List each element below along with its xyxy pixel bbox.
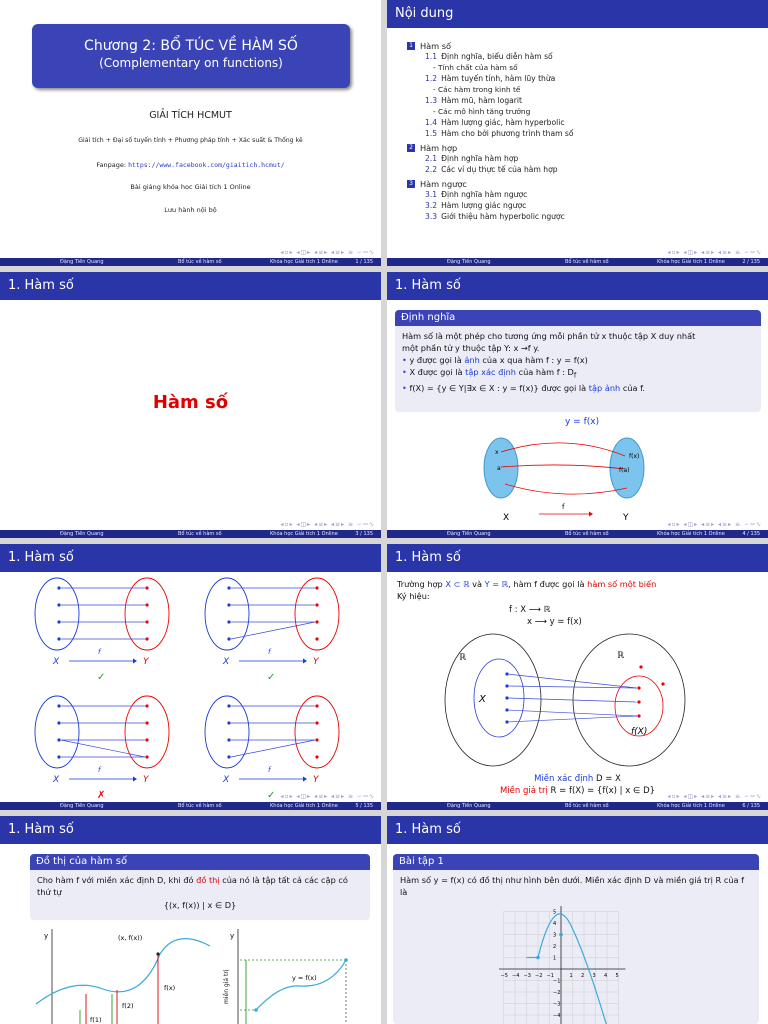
footer: Đặng Tiến Quang Bổ túc về hàm số Khóa học Giải tích 1 Online 1 / 135	[0, 258, 381, 266]
section-number: 2	[407, 144, 415, 152]
svg-text:f(x): f(x)	[164, 984, 176, 992]
slide-header: 1. Hàm số	[387, 816, 768, 844]
domain-point	[227, 721, 230, 724]
slide-1	[0, 0, 381, 266]
svg-text:miền giá trị: miền giá trị	[223, 969, 230, 1004]
svg-text:f(a): f(a)	[619, 467, 630, 474]
y-tick-label: 3	[553, 932, 557, 939]
svg-text:f(2): f(2)	[122, 1002, 134, 1010]
toc-subsection[interactable]: 1.1 Định nghĩa, biểu diễn hàm số	[425, 52, 553, 61]
codomain-point	[315, 603, 318, 606]
slide-header: Nội dung	[387, 0, 768, 28]
toc-section[interactable]	[407, 142, 574, 154]
slide-6	[387, 544, 768, 810]
def-line-1: Hàm số là một phép cho tương ứng mỗi phần tử x thuộc tập X duy nhất	[402, 331, 696, 341]
svg-text:X: X	[479, 694, 486, 705]
domain-point	[57, 603, 60, 606]
section-title: Hàm ngược	[420, 179, 467, 189]
domain-point	[227, 704, 230, 707]
fanpage	[0, 161, 381, 169]
svg-text:x: x	[495, 449, 499, 456]
def-line-2: một phần tử y thuộc tập Y: x →f y.	[402, 343, 540, 353]
x-tick-label: 3	[592, 973, 596, 979]
codomain-point	[315, 755, 318, 758]
x-tick-label: −4	[512, 973, 520, 979]
svg-text:(x, f(x)): (x, f(x))	[118, 934, 143, 942]
fanpage-label: Fanpage:	[96, 161, 127, 169]
y-tick-label: 1	[553, 955, 557, 962]
nav-icons[interactable]: ◂▫▸ ◂◫▸ ◂≡▸ ◂≡▸ ≡ ∽∾∿	[280, 521, 375, 528]
footer: Đặng Tiến Quang Bổ túc về hàm số Khóa học Giải tích 1 Online 5 / 135	[0, 802, 381, 810]
set-x-label: X	[223, 657, 230, 667]
toc-section[interactable]	[407, 40, 574, 52]
domain-point	[57, 620, 60, 623]
real-function-diagram	[387, 630, 768, 770]
svg-text:f(x): f(x)	[629, 453, 640, 460]
block-title: Đồ thị của hàm số	[30, 854, 370, 870]
section-title: Hàm số	[152, 392, 229, 413]
toc-subsection[interactable]: 2.2 Các ví dụ thực tế của hàm hợp	[425, 165, 558, 174]
check-icon: ✓	[267, 790, 276, 801]
section-title: Hàm hợp	[420, 143, 458, 153]
set-y-label: Y	[313, 775, 319, 785]
toc-subsection[interactable]: 1.2 Hàm tuyến tính, hàm lũy thừa	[425, 74, 556, 83]
codomain-point	[145, 603, 148, 606]
slide-header: 1. Hàm số	[0, 272, 381, 300]
x-tick-label: −5	[500, 973, 508, 979]
mapping-arrow	[231, 622, 315, 639]
x-tick-label: −2	[535, 973, 543, 979]
svg-text:ℝ: ℝ	[617, 651, 625, 661]
f-arrowhead	[303, 777, 307, 782]
toc-subsection[interactable]: 1.5 Hàm cho bởi phương trình tham số	[425, 129, 574, 138]
section-number: 1	[407, 42, 415, 50]
check-icon: ✓	[267, 672, 276, 683]
codomain-point	[145, 637, 148, 640]
mapping-diagram	[387, 412, 768, 524]
graph-point	[559, 933, 563, 937]
set-x-label: X	[223, 775, 230, 785]
codomain-point	[145, 586, 148, 589]
y-tick-label: −2	[553, 990, 561, 996]
svg-text:f(X): f(X)	[631, 727, 648, 737]
slide-header: 1. Hàm số	[0, 816, 381, 844]
slide-7	[0, 816, 381, 1024]
toc-subsection[interactable]: 3.1 Định nghĩa hàm ngược	[425, 190, 528, 199]
svg-text:f(1): f(1)	[90, 1016, 102, 1024]
f-arrowhead	[303, 659, 307, 664]
domain-point	[57, 704, 60, 707]
codomain-point	[145, 755, 148, 758]
footer: Đặng Tiến Quang Bổ túc về hàm số Khóa học Giải tích 1 Online 3 / 135	[0, 530, 381, 538]
y-tick-label: 5	[553, 909, 557, 916]
set-y-label: Y	[313, 657, 319, 667]
slide-4	[387, 272, 768, 538]
mapping-notation: f : X ⟶ ℝ x ⟶ y = f(x)	[509, 605, 582, 627]
svg-text:y: y	[44, 932, 49, 940]
set-y-label: Y	[143, 657, 149, 667]
svg-text:X: X	[503, 513, 510, 523]
svg-text:ℝ: ℝ	[459, 653, 467, 663]
f-arrowhead	[133, 659, 137, 664]
toc-subsection[interactable]: 1.3 Hàm mũ, hàm logarit	[425, 96, 523, 105]
slide-3	[0, 272, 381, 538]
codomain-point	[145, 704, 148, 707]
domain-point	[57, 738, 60, 741]
x-tick-label: 2	[581, 973, 585, 979]
internal: Lưu hành nội bộ	[164, 206, 217, 214]
codomain-point	[315, 620, 318, 623]
intro-text: Trường hợp X ⊂ ℝ và Y = ℝ, hàm f được gọi là hàm số một biến Ký hiệu:	[397, 579, 657, 601]
domain-line: Miền xác định D = X	[534, 774, 621, 784]
nav-icons[interactable]: ◂▫▸ ◂◫▸ ◂≡▸ ◂≡▸ ≡ ∽∾∿	[667, 521, 762, 528]
slide-title: Chương 2: BỔ TÚC VỀ HÀM SỐ	[84, 38, 298, 54]
domain-point	[227, 637, 230, 640]
graph-definition-block: Đồ thị của hàm số Cho hàm f với miền xác định D, khi đó đồ thị của nó là tập tất cả các cặp có thứ tự {(x, f(x)) | x ∈ D}	[30, 854, 370, 920]
mapping-arrow	[231, 740, 315, 757]
block-title: Định nghĩa	[395, 310, 761, 326]
codomain-point	[145, 738, 148, 741]
svg-text:y = f(x): y = f(x)	[292, 974, 317, 982]
codomain-point	[315, 637, 318, 640]
nav-icons[interactable]: ◂▫▸ ◂◫▸ ◂≡▸ ◂≡▸ ≡ ∽∾∿	[280, 249, 375, 256]
codomain-point	[315, 721, 318, 724]
slide-5	[0, 544, 381, 810]
domain-set	[205, 578, 249, 650]
lecture: Bài giảng khóa học Giải tích 1 Online	[130, 183, 251, 191]
y-tick-label: −4	[553, 1013, 561, 1019]
svg-text:y = f(x): y = f(x)	[565, 417, 600, 427]
nav-icons[interactable]: ◂▫▸ ◂◫▸ ◂≡▸ ◂≡▸ ≡ ∽∾∿	[280, 793, 375, 800]
codomain-point	[315, 704, 318, 707]
domain-point	[227, 586, 230, 589]
domain-point	[57, 637, 60, 640]
slide-2	[387, 0, 768, 266]
slide-subtitle: (Complementary on functions)	[99, 56, 283, 70]
f-label: f	[268, 648, 271, 656]
set-x-label: X	[53, 775, 60, 785]
table-of-contents	[407, 40, 574, 225]
mapping-examples	[0, 572, 381, 802]
toc-subsubsection[interactable]: - Các mô hình tăng trưởng	[433, 107, 531, 116]
title-box	[32, 24, 350, 88]
nav-icons[interactable]: ◂▫▸ ◂◫▸ ◂≡▸ ◂≡▸ ≡ ∽∾∿	[667, 793, 762, 800]
bullet-1: • y được gọi là ảnh của x qua hàm f : y = f(x)	[402, 355, 588, 365]
domain-set	[205, 696, 249, 768]
domain-point	[57, 586, 60, 589]
fanpage-link[interactable]: https://www.facebook.com/giaitich.hcmut/	[128, 161, 285, 169]
y-tick-label: −3	[553, 1001, 561, 1008]
cross-icon: ✗	[97, 790, 106, 801]
y-tick-label: −1	[553, 978, 561, 985]
domain-point	[57, 755, 60, 758]
toc-section[interactable]	[407, 178, 574, 190]
graph-point	[536, 956, 540, 960]
f-label: f	[98, 648, 101, 656]
footer: Đặng Tiến Quang Bổ túc về hàm số Khóa học Giải tích 1 Online 6 / 135	[387, 802, 768, 810]
domain-point	[227, 620, 230, 623]
range-line: Miền giá trị R = f(X) = {f(x) | x ∈ D}	[499, 786, 656, 796]
f-label: f	[98, 766, 101, 774]
toc-subsection[interactable]: 1.4 Hàm lượng giác, hàm hyperbolic	[425, 118, 565, 127]
x-tick-label: −3	[523, 973, 531, 979]
exercise-text: Hàm số y = f(x) có đồ thị như hình bên dưới. Miền xác định D và miền giá trị R của f là	[400, 875, 745, 897]
bullet-2: • X được gọi là tập xác định của hàm f : $D_f$	[402, 367, 577, 380]
domain-point	[227, 755, 230, 758]
mapping-arrow	[61, 740, 145, 757]
x-tick-label: −1	[546, 973, 554, 979]
x-tick-label: 1	[569, 973, 573, 979]
bullet-3: • f(X) = {y ∈ Y|∃x ∈ X : y = f(x)} được gọi là tập ảnh của f.	[402, 382, 646, 393]
codomain-point	[315, 738, 318, 741]
nav-icons[interactable]: ◂▫▸ ◂◫▸ ◂≡▸ ◂≡▸ ≡ ∽∾∿	[667, 249, 762, 256]
y-tick-label: 4	[553, 921, 557, 927]
toc-subsection[interactable]: 3.2 Hàm lượng giác ngược	[425, 201, 527, 210]
codomain-point	[145, 620, 148, 623]
domain-point	[57, 721, 60, 724]
svg-text:f: f	[562, 503, 565, 511]
codomain-point	[315, 586, 318, 589]
set-x-label: X	[53, 657, 60, 667]
f-label: f	[268, 766, 271, 774]
toc-subsubsection[interactable]: - Tính chất của hàm số	[433, 63, 518, 72]
svg-text:y: y	[230, 932, 235, 940]
slide-header: 1. Hàm số	[387, 272, 768, 300]
slide-8	[387, 816, 768, 1024]
slide-header: 1. Hàm số	[387, 544, 768, 572]
toc-subsection[interactable]: 3.3 Giới thiệu hàm hyperbolic ngược	[425, 212, 565, 221]
section-title: Hàm số	[420, 41, 452, 51]
slide-header: 1. Hàm số	[0, 544, 381, 572]
toc-subsection[interactable]: 2.1 Định nghĩa hàm hợp	[425, 154, 519, 163]
codomain-point	[145, 721, 148, 724]
svg-text:Y: Y	[623, 513, 629, 523]
block-title: Bài tập 1	[393, 854, 759, 870]
x-tick-label: 5	[615, 973, 619, 979]
toc-subsubsection[interactable]: - Các hàm trong kinh tế	[433, 85, 521, 94]
set-y-label: Y	[143, 775, 149, 785]
y-tick-label: 2	[553, 944, 557, 950]
section-number: 3	[407, 180, 415, 188]
graph-figures	[0, 924, 381, 1024]
subjects: Giải tích + Đại số tuyến tính + Phương pháp tính + Xác suất & Thống kê	[78, 137, 303, 144]
footer: Đặng Tiến Quang Bổ túc về hàm số Khóa học Giải tích 1 Online 2 / 135	[387, 258, 768, 266]
check-icon: ✓	[97, 672, 106, 683]
org: GIẢI TÍCH HCMUT	[149, 110, 232, 121]
x-tick-label: 4	[604, 973, 608, 979]
domain-point	[227, 738, 230, 741]
definition-block	[395, 310, 761, 412]
exercise-graph	[499, 906, 649, 1024]
footer: Đặng Tiến Quang Bổ túc về hàm số Khóa học Giải tích 1 Online 4 / 135	[387, 530, 768, 538]
svg-text:a: a	[497, 465, 501, 472]
f-arrowhead	[133, 777, 137, 782]
domain-point	[227, 603, 230, 606]
